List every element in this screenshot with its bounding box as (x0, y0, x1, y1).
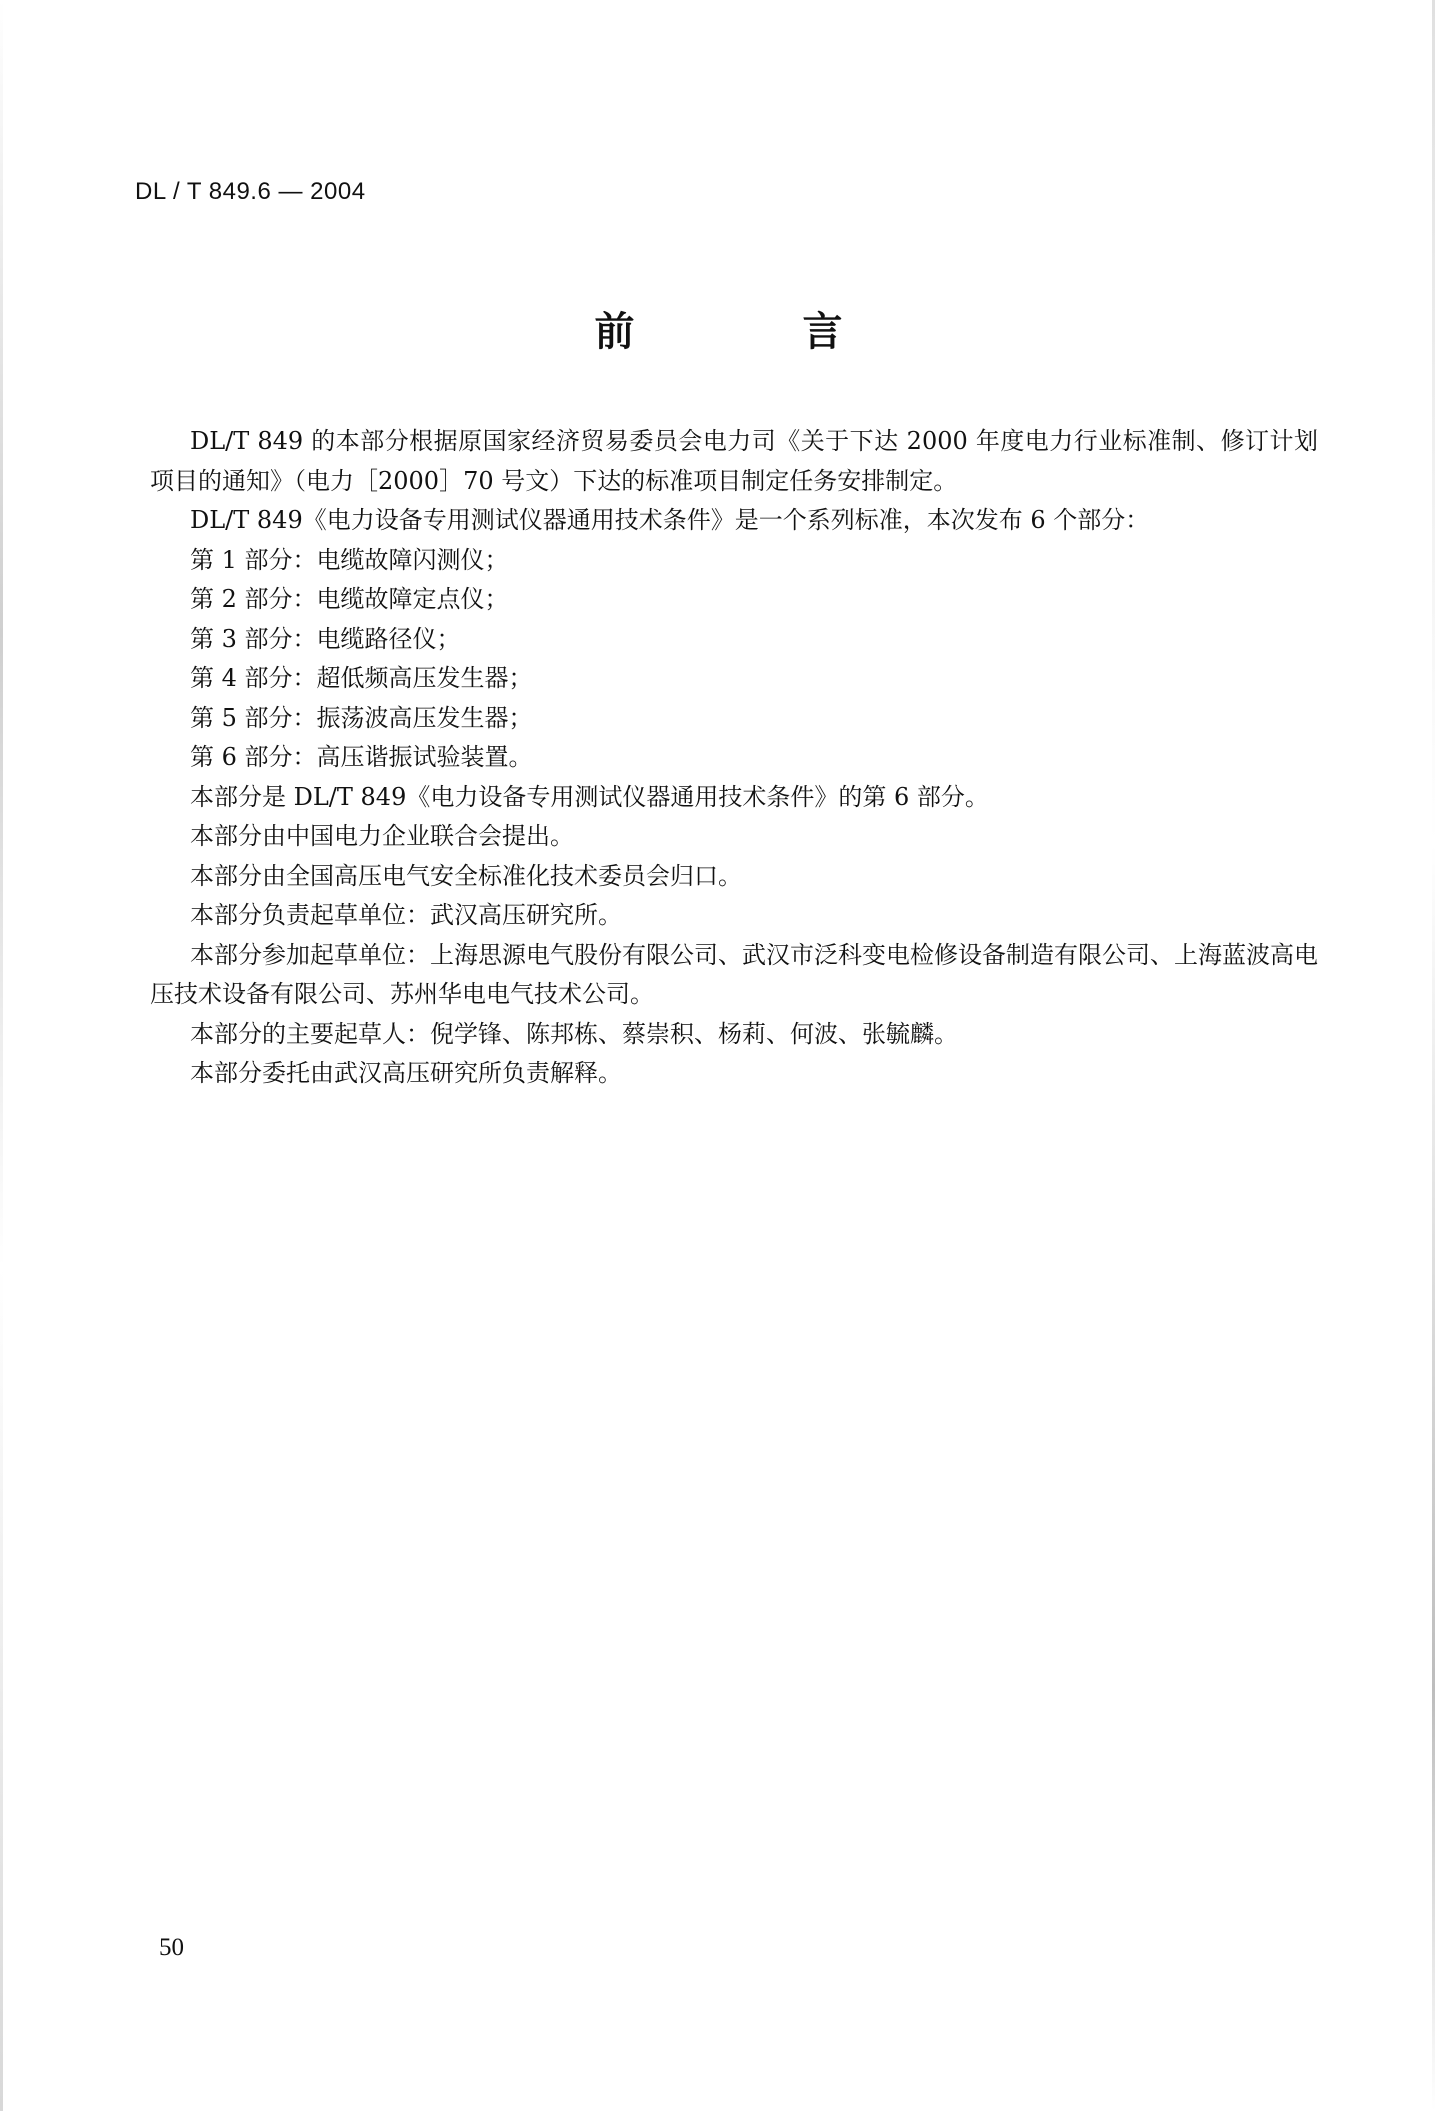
paragraph-proposed-by: 本部分由中国电力企业联合会提出。 (190, 822, 574, 850)
paragraph-centralized-by: 本部分由全国高压电气安全标准化技术委员会归口。 (190, 861, 742, 890)
list-item-part-4: 第 4 部分：超低频高压发生器； (190, 664, 533, 692)
list-item-part-1: 第 1 部分：电缆故障闪测仪； (190, 545, 509, 574)
page-title: 前 言 (594, 309, 907, 355)
list-item-part-5: 第 5 部分：振荡波高压发生器； (190, 703, 533, 732)
paragraph-source: DL/T 849 的本部分根据原国家经济贸易委员会电力司《关于下达 2000 年度电力行业标准制、修订计划项目的通知》（电力［2000］70 号文）下达的标准项目制定任务安排制定。 (150, 427, 1318, 495)
paragraph-this-part: 本部分是 DL/T 849《电力设备专用测试仪器通用技术条件》的第 6 部分。 (190, 782, 989, 811)
document-number: DL / T 849.6 — 2004 (135, 178, 366, 205)
paragraph-interpretation: 本部分委托由武汉高压研究所负责解释。 (190, 1059, 622, 1087)
paragraph-series-intro: DL/T 849《电力设备专用测试仪器通用技术条件》是一个系列标准，本次发布 6 个部分： (190, 506, 1150, 534)
page-number: 50 (159, 1934, 184, 1961)
paragraph-drafters: 本部分的主要起草人：倪学锋、陈邦栋、蔡崇积、杨莉、何波、张毓麟。 (190, 1019, 958, 1048)
list-item-part-6: 第 6 部分：高压谐振试验装置。 (190, 743, 533, 771)
paragraph-drafting-unit: 本部分负责起草单位：武汉高压研究所。 (190, 901, 622, 929)
foreword-body (150, 422, 1318, 1094)
list-item-part-3: 第 3 部分：电缆路径仪； (190, 624, 461, 653)
list-item-part-2: 第 2 部分：电缆故障定点仪； (190, 585, 509, 613)
paragraph-participating-units: 本部分参加起草单位：上海思源电气股份有限公司、武汉市泛科变电检修设备制造有限公司、上海蓝波高电压技术设备有限公司、苏州华电电气技术公司。 (150, 940, 1318, 1008)
